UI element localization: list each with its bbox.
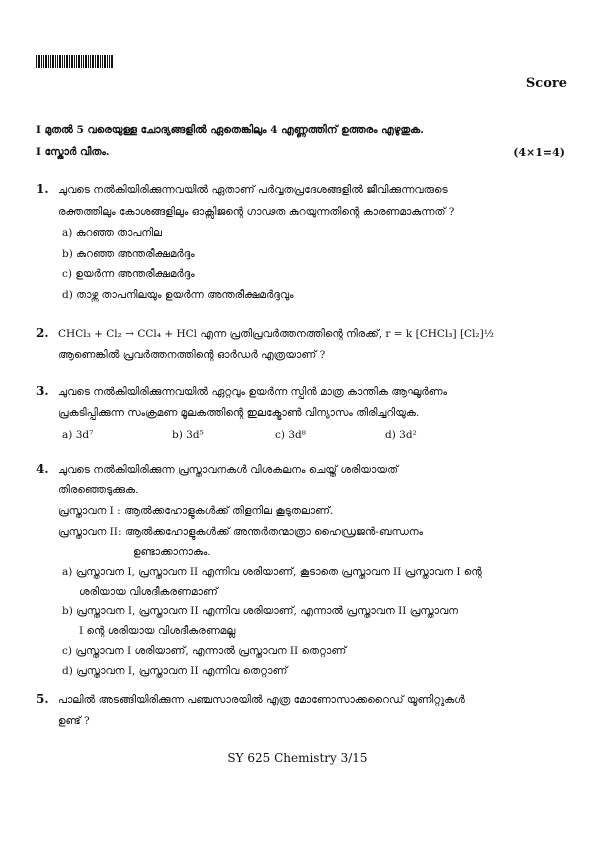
q4-option-c: c) പ്രസ്താവന I ശരിയാണ്, എന്നാൽ പ്രസ്താവന II തെറ്റാണ് [62,645,347,657]
q1-line1: ചുവടെ നൽകിയിരിക്കുന്നവയിൽ ഏതാണ് പർവ്വതപ്രദേശങ്ങളിൽ ജീവിക്കുന്നവരുടെ [58,184,448,196]
q1-option-a: a) കുറഞ്ഞ താപനില [62,227,162,239]
q4-statement-2: പ്രസ്താവന II: ആൽക്കഹോളുകൾക്ക് അന്തർതന്മാത്രാ ഹൈഡ്രജൻ-ബന്ധനം [58,526,423,538]
q4-line1: ചുവടെ നൽകിയിരിക്കുന്ന പ്രസ്താവനകൾ വിശകലനം ചെയ്ത് ശരിയായത് [58,464,399,476]
q4-option-b: b) പ്രസ്താവന I, പ്രസ്താവന II എന്നിവ ശരിയാണ്, എന്നാൽ പ്രസ്താവന II പ്രസ്താവന [62,605,459,617]
q4-option-d: d) പ്രസ്താവന I, പ്രസ്താവന II എന്നിവ തെറ്റാണ് [62,665,288,677]
q5-line2: ഉണ്ട് ? [58,715,90,727]
q4-option-a: a) പ്രസ്താവന I, പ്രസ്താവന II എന്നിവ ശരിയാണ്, കൂടാതെ പ്രസ്താവന II പ്രസ്താവന I ന്റെ [62,566,482,578]
q3-option-b: b) 3d⁵ [172,429,204,441]
question-number: 2. [36,326,49,340]
q3-line1: ചുവടെ നൽകിയിരിക്കുന്നവയിൽ ഏറ്റവും ഉയർന്ന സ്പിൻ മാത്ര കാന്തിക ആഘൂർണം [58,386,447,398]
q4-statement-2-cont: ഉണ്ടാക്കാനാകും. [133,546,211,558]
q4-statement-1: പ്രസ്താവന I : ആൽക്കഹോളുകൾക്ക് തിളനില കൂടുതലാണ്. [58,505,334,517]
score-label: Score [525,76,567,91]
q4-line2: തിരഞ്ഞെടുക്കുക. [58,484,139,496]
q1-option-b: b) കുറഞ്ഞ അന്തരീക്ഷമർദ്ദം [62,248,195,260]
question-1 [36,182,56,198]
question-2 [36,326,56,342]
marks-total: (4×1=4) [513,146,565,159]
q4-option-a-cont: ശരിയായ വിശദീകരണമാണ് [79,586,218,598]
question-number: 4. [36,462,49,476]
q2-line2: ആണെങ്കിൽ പ്രവർത്തനത്തിന്റെ ഓർഡർ എത്രയാണ് ? [58,349,326,361]
q4-option-b-cont: I ന്റെ ശരിയായ വിശദീകരണമല്ല [79,625,236,637]
page-footer: SY 625 Chemistry 3/15 [227,751,368,765]
barcode [36,55,114,68]
q3-line2: പ്രകടിപ്പിക്കുന്ന സംക്രമണ മൂലകത്തിന്റെ ഇലക്ട്രോൺ വിന്യാസം തിരിച്ചറിയുക. [58,407,420,419]
question-3 [36,384,56,400]
question-number: 1. [36,182,49,196]
question-5 [36,692,56,708]
q3-option-d: d) 3d² [385,429,417,441]
q3-option-a: a) 3d⁷ [62,429,94,441]
q5-line1: പാലിൽ അടങ്ങിയിരിക്കുന്ന പഞ്ചസാരയിൽ എത്ര മോണോസാക്കറൈഡ് യൂണിറ്റുകൾ [58,694,465,706]
instruction: I മുതൽ 5 വരെയുള്ള ചോദ്യങ്ങളിൽ ഏതെങ്കിലും 4 എണ്ണത്തിന് ഉത്തരം എഴുതുക. [36,124,424,136]
question-number: 3. [36,384,49,398]
q2-line1: CHCl₃ + Cl₂ → CCl₄ + HCl എന്ന പ്രതിപ്രവർത്തനത്തിന്റെ നിരക്ക്, r = k [CHCl₃] [Cl₂]½ [58,328,494,340]
q1-line2: രക്തത്തിലും കോശങ്ങളിലും ഓക്സിജന്റെ ഗാഢത കുറയുന്നതിന്റെ കാരണമാകുന്നത് ? [58,206,455,218]
question-4 [36,462,56,478]
q1-option-c: c) ഉയർന്ന അന്തരീക്ഷമർദ്ദം [62,268,195,280]
q1-option-d: d) താഴ്ന്ന താപനിലയും ഉയർന്ന അന്തരീക്ഷമർദ്ദവും [62,289,294,301]
q3-option-c: c) 3d⁸ [275,429,306,441]
score-each: I സ്കോർ വീതം. [36,146,110,158]
question-number: 5. [36,692,49,706]
